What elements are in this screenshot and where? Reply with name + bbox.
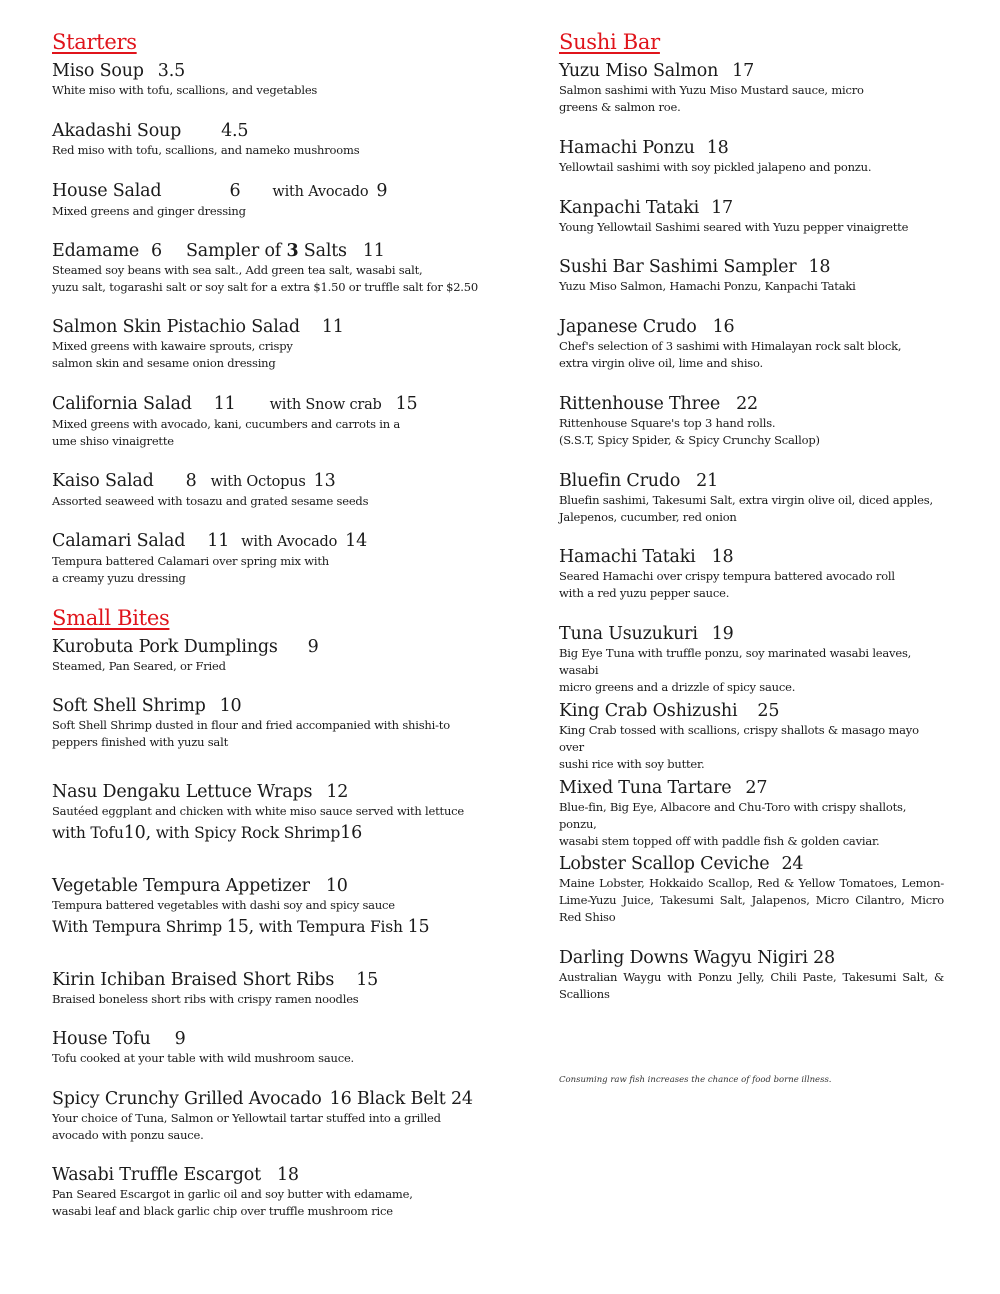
item-description: Bluefin sashimi, Takesumi Salt, extra virgin olive oil, diced apples, Jalepenos, cucumber, red onion (559, 493, 933, 524)
item-option-count: 3 (286, 241, 299, 261)
item-name: Soft Shell Shrimp (52, 696, 206, 716)
menu-item-house-tofu (52, 1028, 354, 1067)
item-price: 18 (808, 257, 831, 277)
section-title-sushi-bar: Sushi Bar (559, 30, 660, 54)
item-price: 16 (329, 1089, 352, 1109)
variant-price: 15 (407, 917, 430, 937)
item-option: with Snow crab (269, 397, 382, 413)
variant-price: 16 (340, 823, 363, 843)
menu-item-tuna-usuzukuri (559, 623, 944, 696)
item-name: Spicy Crunchy Grilled Avocado (52, 1089, 322, 1109)
item-description: Your choice of Tuna, Salmon or Yellowtail tartar stuffed into a grilled avocado with ponzu sauce. (52, 1111, 441, 1142)
menu-item-sushi-bar-sashimi-sampler (559, 256, 856, 295)
item-option-price: 11 (362, 241, 385, 261)
item-price: 22 (736, 394, 758, 414)
menu-item-vegetable-tempura-appetizer (52, 875, 429, 938)
menu-item-kurobuta-pork-dumplings (52, 636, 319, 675)
item-description: White miso with tofu, scallions, and vegetables (52, 83, 318, 97)
menu-item-hamachi-tataki (559, 546, 895, 602)
item-description: Steamed soy beans with sea salt., Add green tea salt, wasabi salt, yuzu salt, togarashi salt or soy salt for a extra $1.50 or truffle salt for $2.50 (52, 263, 478, 294)
item-name: Vegetable Tempura Appetizer (52, 876, 310, 896)
item-name: Japanese Crudo (559, 317, 697, 337)
item-price: 10 (219, 696, 242, 716)
item-name: Bluefin Crudo (559, 471, 681, 491)
item-name: Calamari Salad (52, 531, 186, 551)
menu-item-bluefin-crudo (559, 470, 933, 526)
menu-item-mixed-tuna-tartare (559, 777, 944, 850)
item-price: 18 (276, 1165, 299, 1185)
item-description: Assorted seaweed with tosazu and grated sesame seeds (52, 494, 369, 508)
item-name: House Salad (52, 181, 162, 201)
item-option-price: 13 (313, 471, 336, 491)
item-description: King Crab tossed with scallions, crispy shallots & masago mayo over sushi rice with soy butter. (559, 723, 919, 771)
menu-item-edamame (52, 240, 478, 296)
item-name: Hamachi Ponzu (559, 138, 695, 158)
variant-label: with Spicy Rock Shrimp (155, 824, 341, 842)
menu-item-akadashi-soup (52, 120, 359, 159)
item-price: 17 (711, 198, 733, 218)
item-price: 25 (757, 701, 780, 721)
item-description: Seared Hamachi over crispy tempura battered avocado roll with a red yuzu pepper sauce. (559, 569, 895, 600)
item-price: 12 (326, 782, 349, 802)
item-name: Wasabi Truffle Escargot (52, 1165, 261, 1185)
item-description: Yellowtail sashimi with soy pickled jalapeno and ponzu. (559, 160, 872, 174)
item-price: 6 (151, 241, 162, 261)
menu-item-yuzu-miso-salmon (559, 60, 864, 116)
item-description: Maine Lobster, Hokkaido Scallop, Red & Yellow Tomatoes, Lemon-Lime-Yuzu Juice, Takesumi Salt, Jalapenos, Micro Cilantro, Micro Red Shiso (559, 876, 944, 924)
item-name: Hamachi Tataki (559, 547, 696, 567)
menu-item-kaiso-salad (52, 470, 368, 510)
item-price: 10 (325, 876, 348, 896)
item-name: House Tofu (52, 1029, 151, 1049)
menu-item-soft-shell-shrimp (52, 695, 450, 751)
item-description: Rittenhouse Square's top 3 hand rolls. (S.S.T, Spicy Spider, & Spicy Crunchy Scallop) (559, 416, 820, 447)
item-price: 27 (745, 778, 768, 798)
item-description: Mixed greens and ginger dressing (52, 204, 246, 218)
item-price: 4.5 (221, 121, 249, 141)
menu-item-miso-soup (52, 60, 317, 99)
item-price: 15 (356, 970, 379, 990)
item-name: Kanpachi Tataki (559, 198, 700, 218)
item-description: Blue-fin, Big Eye, Albacore and Chu-Toro with crispy shallots, ponzu, wasabi stem topped off with paddle fish & golden caviar. (559, 800, 907, 848)
item-description: Tempura battered Calamari over spring mix with a creamy yuzu dressing (52, 554, 329, 585)
item-name: Lobster Scallop Ceviche (559, 854, 770, 874)
menu-item-japanese-crudo (559, 316, 901, 372)
item-name: Miso Soup (52, 61, 144, 81)
item-variants (52, 916, 429, 938)
item-description: Pan Seared Escargot in garlic oil and soy butter with edamame, wasabi leaf and black garlic chip over truffle mushroom rice (52, 1187, 413, 1218)
item-name: Salmon Skin Pistachio Salad (52, 317, 300, 337)
item-name: Kurobuta Pork Dumplings (52, 637, 278, 657)
item-description: Braised boneless short ribs with crispy ramen noodles (52, 992, 359, 1006)
menu-item-rittenhouse-three (559, 393, 820, 449)
item-option: with Octopus (210, 474, 306, 490)
item-description: Red miso with tofu, scallions, and nameko mushrooms (52, 143, 360, 157)
item-option-price: 15 (395, 394, 418, 414)
item-name: Kaiso Salad (52, 471, 154, 491)
item-name: Kirin Ichiban Braised Short Ribs (52, 970, 335, 990)
item-price: 28 (813, 948, 835, 968)
variant-price: 10, (123, 823, 151, 843)
item-price: 8 (185, 471, 197, 491)
item-option-suffix: Salts (303, 241, 347, 261)
item-price: 6 (229, 181, 241, 201)
item-price: 17 (732, 61, 755, 81)
menu-item-hamachi-ponzu (559, 137, 871, 176)
variant-label: with Tofu (52, 824, 124, 842)
section-title-starters: Starters (52, 30, 137, 54)
item-name: Yuzu Miso Salmon (559, 61, 719, 81)
item-option: Sampler of (185, 241, 282, 261)
item-option: Black Belt (356, 1089, 446, 1109)
item-price: 24 (781, 854, 804, 874)
item-description: Mixed greens with kawaire sprouts, crispy salmon skin and sesame onion dressing (52, 339, 293, 370)
item-name: Nasu Dengaku Lettuce Wraps (52, 782, 313, 802)
item-price: 11 (213, 394, 236, 414)
item-price: 9 (307, 637, 319, 657)
raw-fish-disclaimer: Consuming raw fish increases the chance of food borne illness. (559, 1075, 832, 1085)
menu-item-kirin-ichiban-braised-short-ribs (52, 969, 378, 1008)
item-description: Tempura battered vegetables with dashi soy and spicy sauce (52, 898, 395, 912)
item-price: 21 (696, 471, 719, 491)
item-price: 18 (706, 138, 729, 158)
item-description: Chef's selection of 3 sashimi with Himalayan rock salt block, extra virgin olive oil, lime and shiso. (559, 339, 902, 370)
menu-item-lobster-scallop-ceviche (559, 853, 944, 926)
menu-item-california-salad (52, 393, 418, 450)
item-option: with Avocado (272, 184, 369, 200)
menu-item-darling-downs-wagyu-nigiri (559, 947, 944, 1003)
menu-item-house-salad (52, 180, 387, 220)
menu-item-calamari-salad (52, 530, 367, 587)
item-option-price: 14 (345, 531, 368, 551)
section-title-small-bites: Small Bites (52, 606, 170, 630)
item-option-price: 9 (376, 181, 388, 201)
variant-label: with Tempura Fish (258, 918, 403, 936)
item-description: Mixed greens with avocado, kani, cucumbers and carrots in a ume shiso vinaigrette (52, 417, 401, 448)
item-option: with Avocado (241, 534, 338, 550)
item-name: Sushi Bar Sashimi Sampler (559, 257, 797, 277)
item-option-price: 24 (450, 1089, 473, 1109)
item-price: 11 (321, 317, 344, 337)
item-name: Mixed Tuna Tartare (559, 778, 732, 798)
item-price: 3.5 (157, 61, 186, 81)
item-name: Rittenhouse Three (559, 394, 721, 414)
item-description: Big Eye Tuna with truffle ponzu, soy marinated wasabi leaves, wasabi micro greens and a drizzle of spicy sauce. (559, 646, 912, 694)
item-price: 16 (712, 317, 735, 337)
item-description: Soft Shell Shrimp dusted in flour and fried accompanied with shishi-to peppers finished with yuzu salt (52, 718, 450, 749)
item-price: 11 (207, 531, 230, 551)
item-description: Yuzu Miso Salmon, Hamachi Ponzu, Kanpachi Tataki (559, 279, 856, 293)
menu-item-king-crab-oshizushi (559, 700, 944, 773)
item-name: Darling Downs Wagyu Nigiri (559, 948, 808, 968)
item-name: Akadashi Soup (52, 121, 182, 141)
item-price: 19 (711, 624, 734, 644)
item-description: Steamed, Pan Seared, or Fried (52, 659, 226, 673)
variant-label: With Tempura Shrimp (52, 918, 223, 936)
item-description: Salmon sashimi with Yuzu Miso Mustard sauce, micro greens & salmon roe. (559, 83, 864, 114)
item-name: King Crab Oshizushi (559, 701, 738, 721)
menu-item-wasabi-truffle-escargot (52, 1164, 413, 1220)
item-name: Tuna Usuzukuri (559, 624, 698, 644)
menu-item-spicy-crunchy-grilled-avocado (52, 1088, 473, 1144)
item-name: California Salad (52, 394, 192, 414)
item-description: Young Yellowtail Sashimi seared with Yuzu pepper vinaigrette (559, 220, 909, 234)
menu-item-salmon-skin-pistachio-salad (52, 316, 344, 372)
variant-price: 15, (226, 917, 254, 937)
item-description: Sautéed eggplant and chicken with white miso sauce served with lettuce (52, 804, 465, 818)
menu-item-nasu-dengaku-lettuce-wraps (52, 781, 464, 844)
item-price: 9 (174, 1029, 186, 1049)
item-description: Tofu cooked at your table with wild mushroom sauce. (52, 1051, 355, 1065)
item-price: 18 (711, 547, 734, 567)
item-description: Australian Waygu with Ponzu Jelly, Chili Paste, Takesumi Salt, & Scallions (559, 970, 944, 1001)
item-variants (52, 822, 464, 844)
menu-item-kanpachi-tataki (559, 197, 908, 236)
item-name: Edamame (52, 241, 139, 261)
